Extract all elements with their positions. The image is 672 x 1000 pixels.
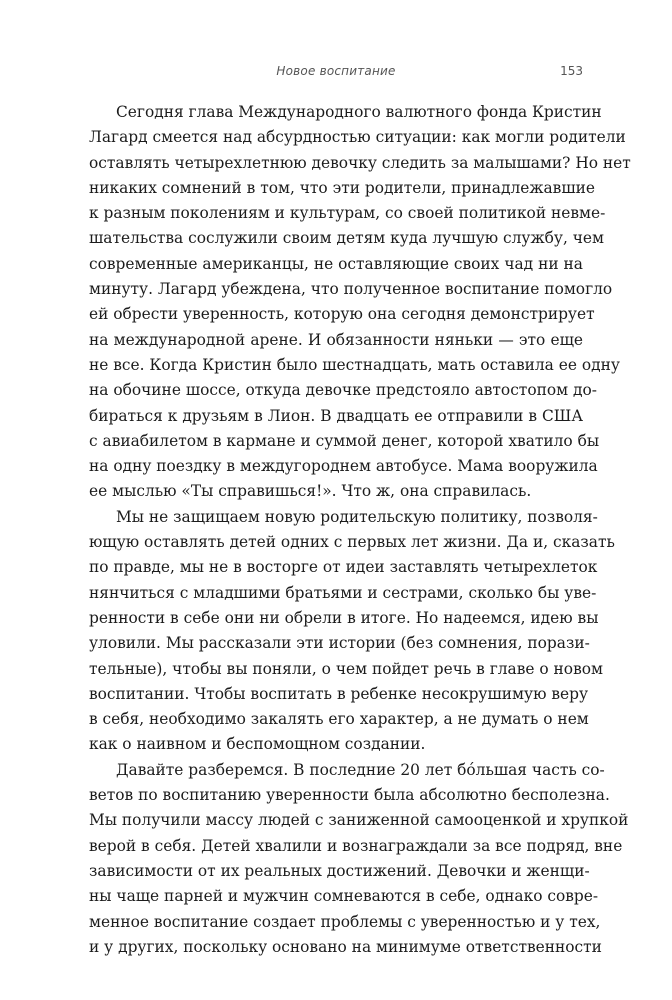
text-line: на одну поездку в междугороднем автобусе. Мама вооружила <box>89 457 598 476</box>
text-line: к разным поколениям и культурам, со своей политикой невме- <box>89 204 606 223</box>
text-line: нянчиться с младшими братьями и сестрами, сколько бы уве- <box>89 583 597 602</box>
text-line: современные американцы, не оставляющие своих чад ни на <box>89 254 583 273</box>
paragraph <box>89 505 615 758</box>
text-line: с авиабилетом в кармане и суммой денег, которой хватило бы <box>89 431 600 450</box>
text-line: минуту. Лагард убеждена, что полученное воспитание помогло <box>89 280 613 299</box>
page-number: 153 <box>560 64 583 78</box>
text-line: ющую оставлять детей одних с первых лет жизни. Да и, сказать <box>89 533 615 552</box>
text-line: бираться к друзьям в Лион. В двадцать ее отправили в США <box>89 406 583 425</box>
text-line: и у других, поскольку основано на минимуме ответственности <box>89 937 602 956</box>
text-line: Лагард смеется над абсурдностью ситуации: как могли родители <box>89 128 626 147</box>
text-line: шательства сослужили своим детям куда лучшую службу, чем <box>89 229 605 248</box>
running-head <box>89 64 583 84</box>
text-line: воспитании. Чтобы воспитать в ребенке несокрушимую веру <box>89 684 589 703</box>
text-line: уловили. Мы рассказали эти истории (без сомнения, порази- <box>89 634 590 653</box>
text-line: в себя, необходимо закалять его характер, а не думать о нем <box>89 710 589 729</box>
text-line: не все. Когда Кристин было шестнадцать, мать оставила ее одну <box>89 355 620 374</box>
text-line: Мы получили массу людей с заниженной самооценкой и хрупкой <box>89 811 629 830</box>
paragraph <box>89 758 629 960</box>
text-line: оставлять четырехлетнюю девочку следить за малышами? Но нет <box>89 153 631 172</box>
text-line: Давайте разберемся. В последние 20 лет бóльшая часть со- <box>116 760 605 779</box>
text-line: Сегодня глава Международного валютного фонда Кристин <box>116 103 602 121</box>
text-line: ны чаще парней и мужчин сомневаются в себе, однако совре- <box>89 887 599 906</box>
text-line: верой в себя. Детей хвалили и вознаграждали за все подряд, вне <box>89 836 623 855</box>
text-line: Мы не защищаем новую родительскую политику, позволя- <box>116 507 598 526</box>
text-line: зависимости от их реальных достижений. Девочки и женщи- <box>89 861 590 880</box>
paragraph <box>89 100 631 505</box>
text-line: ветов по воспитанию уверенности была абсолютно бесполезна. <box>89 786 610 805</box>
text-line: ренности в себе они ни обрели в итоге. Но надеемся, идею вы <box>89 608 599 627</box>
text-line: ее мыслью «Ты справишься!». Что ж, она справилась. <box>89 482 532 501</box>
running-head-title: Новое воспитание <box>276 64 396 78</box>
text-line: по правде, мы не в восторге от идеи заставлять четырехлеток <box>89 558 598 577</box>
text-line: на обочине шоссе, откуда девочке предстояло автостопом до- <box>89 381 597 400</box>
body-text <box>89 100 631 960</box>
text-line: тельные), чтобы вы поняли, о чем пойдет речь в главе о новом <box>89 659 603 678</box>
text-line: на международной арене. И обязанности няньки — это еще <box>89 330 583 349</box>
text-line: менное воспитание создает проблемы с уверенностью и у тех, <box>89 912 601 931</box>
text-line: никаких сомнений в том, что эти родители, принадлежавшие <box>89 178 596 197</box>
text-line: ей обрести уверенность, которую она сегодня демонстрирует <box>89 305 595 324</box>
text-line: как о наивном и беспомощном создании. <box>89 735 426 754</box>
